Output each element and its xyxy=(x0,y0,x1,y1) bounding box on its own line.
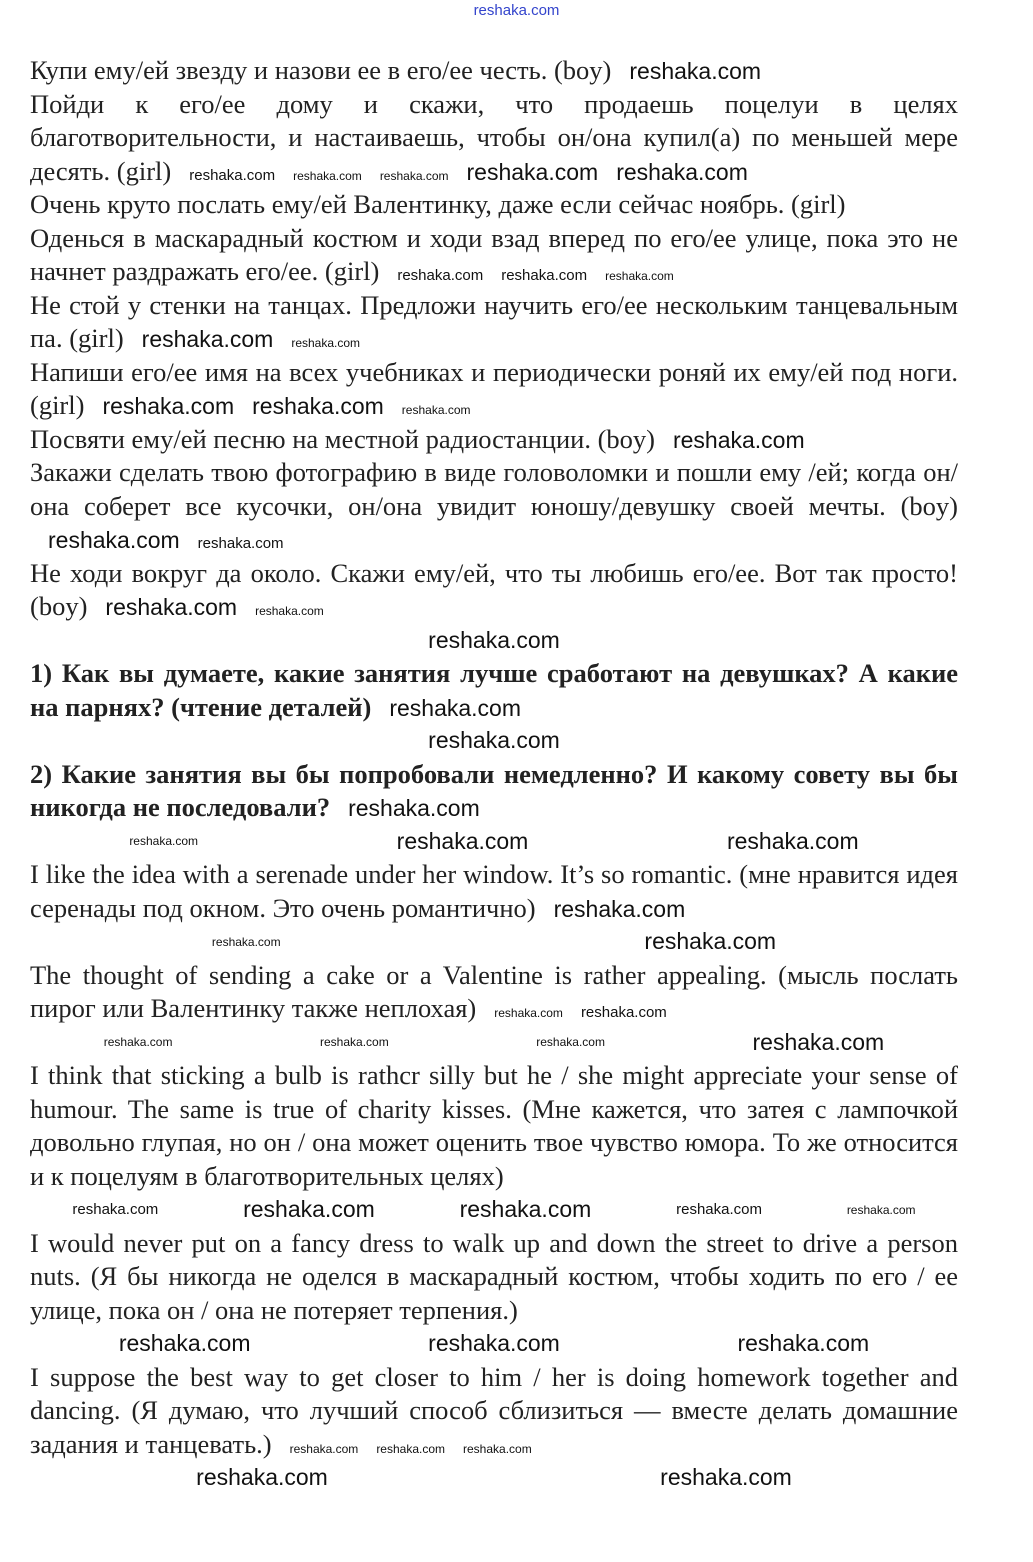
watermark: reshaka.com xyxy=(726,827,859,854)
answer-paragraph xyxy=(30,1059,958,1193)
tip-text: Не стой у стенки на танцах. Предложи научить его/ее нескольким танцевальным па. (girl) xyxy=(30,289,958,353)
watermark: reshaka.com xyxy=(189,166,276,184)
watermark: reshaka.com xyxy=(397,267,484,284)
watermark: reshaka.com xyxy=(553,895,686,922)
tip-text: Не ходи вокруг да около. Скажи ему/ей, что ты любишь его/ее. Вот так просто! (boy) xyxy=(30,557,958,621)
watermark: reshaka.com xyxy=(644,928,777,955)
watermark: reshaka.com xyxy=(616,158,748,185)
watermark: reshaka.com xyxy=(501,267,588,284)
watermark: reshaka.com xyxy=(48,527,180,553)
watermark: reshaka.com xyxy=(105,594,238,620)
watermark: reshaka.com xyxy=(118,1330,251,1357)
tip-paragraph xyxy=(30,88,958,189)
watermark: reshaka.com xyxy=(291,336,361,350)
tip-paragraph xyxy=(30,557,958,624)
watermark: reshaka.com xyxy=(197,535,284,552)
tip-paragraph xyxy=(30,423,958,457)
watermark-row xyxy=(30,724,958,758)
tip-paragraph xyxy=(30,222,958,289)
watermark-row xyxy=(30,1193,958,1227)
watermark: reshaka.com xyxy=(580,1004,667,1021)
watermark: reshaka.com xyxy=(72,1201,159,1219)
watermark: reshaka.com xyxy=(605,269,674,283)
watermark: reshaka.com xyxy=(428,727,560,754)
watermark: reshaka.com xyxy=(629,58,762,84)
watermark: reshaka.com xyxy=(846,1202,916,1217)
watermark: reshaka.com xyxy=(379,168,449,183)
watermark: reshaka.com xyxy=(103,1035,173,1050)
watermark: reshaka.com xyxy=(536,1035,605,1050)
question-1 xyxy=(30,657,958,724)
watermark-row xyxy=(30,1327,958,1361)
watermark: reshaka.com xyxy=(255,604,324,618)
watermark: reshaka.com xyxy=(660,1464,792,1491)
watermark: reshaka.com xyxy=(676,1201,762,1219)
watermark: reshaka.com xyxy=(376,1441,446,1456)
watermark: reshaka.com xyxy=(463,1441,532,1456)
watermark: reshaka.com xyxy=(348,795,480,821)
watermark: reshaka.com xyxy=(459,1196,592,1223)
document-body xyxy=(30,54,958,1495)
watermark: reshaka.com xyxy=(129,834,199,849)
question-2 xyxy=(30,758,958,825)
tip-text: Пойди к его/ее дому и скажи, что продаешь поцелуи в целях благотворительности, и настаиваешь, чтобы он/она купил(а) по меньшей мере десять. (girl) xyxy=(30,88,958,186)
answer-text: I like the idea with a serenade under her window. It’s so romantic. (мне нравится идея серенады под окном. Это очень романтично) xyxy=(30,859,958,923)
watermark: reshaka.com xyxy=(141,326,274,352)
watermark: reshaka.com xyxy=(396,827,529,854)
watermark: reshaka.com xyxy=(428,626,560,653)
header-watermark[interactable]: reshaka.com xyxy=(473,2,560,19)
tip-text: Купи ему/ей звезду и назови ее в его/ее честь. (boy) xyxy=(30,55,612,85)
watermark: reshaka.com xyxy=(428,1330,560,1357)
watermark: reshaka.com xyxy=(102,393,235,419)
tip-paragraph xyxy=(30,356,958,423)
answer-paragraph xyxy=(30,1361,958,1462)
answer-text: I think that sticking a bulb is rathcr silly but he / she might appreciate your sense of humour. The same is true of charity kisses. (Мне кажется, что затея с лампочкой довольно глупая, но он / она может оценить твое чувство юмора. То же относится и к поцелуям в благотворительных целях) xyxy=(30,1060,958,1191)
answer-text: The thought of sending a cake or a Valentine is rather appealing. (мысль послать пирог или Валентинку также неплохая) xyxy=(30,959,958,1023)
watermark: reshaka.com xyxy=(737,1330,870,1357)
watermark: reshaka.com xyxy=(389,694,521,721)
header xyxy=(0,0,1033,54)
watermark-row xyxy=(30,1026,958,1060)
watermark: reshaka.com xyxy=(293,168,362,183)
watermark: reshaka.com xyxy=(196,1464,328,1491)
answer-text: I suppose the best way to get closer to him / her is doing homework together and dancing. (Я думаю, что лучший способ сблизиться — вместе делать домашние задания и танцевать.) xyxy=(30,1361,958,1459)
watermark-row xyxy=(30,1461,958,1495)
watermark: reshaka.com xyxy=(466,158,599,185)
tip-paragraph xyxy=(30,289,958,356)
watermark: reshaka.com xyxy=(401,403,471,417)
answer-text: I would never put on a fancy dress to walk up and down the street to drive a person nuts. (Я бы никогда не оделся в маскарадный костюм, чтобы ходить по его / ее улице, пока он / она не потеряет терпения.) xyxy=(30,1227,958,1325)
watermark: reshaka.com xyxy=(243,1196,375,1223)
question-text: 1) Как вы думаете, какие занятия лучше сработают на девушках? А какие на парнях? (чтение деталей) xyxy=(30,658,958,722)
watermark: reshaka.com xyxy=(494,1006,563,1020)
tip-paragraph xyxy=(30,54,958,88)
watermark: reshaka.com xyxy=(289,1441,359,1456)
tip-text: Посвяти ему/ей песню на местной радиостанции. (boy) xyxy=(30,423,655,454)
watermark: reshaka.com xyxy=(752,1028,885,1055)
tip-text: Очень круто послать ему/ей Валентинку, даже если сейчас ноябрь. (girl) xyxy=(30,189,846,219)
watermark-row xyxy=(30,925,958,959)
watermark-row xyxy=(30,624,958,658)
tip-text: Оденься в маскарадный костюм и ходи взад вперед по его/ее улице, пока это не начнет раздражать его/ее. (girl) xyxy=(30,222,958,286)
watermark: reshaka.com xyxy=(320,1035,389,1050)
question-text: 2) Какие занятия вы бы попробовали немедленно? И какому совету вы бы никогда не последовали? xyxy=(30,758,958,822)
answer-paragraph xyxy=(30,1227,958,1328)
watermark-row xyxy=(30,825,958,859)
tip-paragraph xyxy=(30,188,958,222)
answer-paragraph xyxy=(30,858,958,925)
tip-text: Напиши его/ее имя на всех учебниках и периодически роняй их ему/ей под ноги. (girl) xyxy=(30,356,958,420)
tip-text: Закажи сделать твою фотографию в виде головоломки и пошли ему /ей; когда он/она соберет все кусочки, он/она увидит юношу/девушку своей мечты. (boy) xyxy=(30,457,958,521)
watermark: reshaka.com xyxy=(252,393,384,419)
answer-paragraph xyxy=(30,959,958,1026)
tip-paragraph xyxy=(30,456,958,557)
watermark: reshaka.com xyxy=(211,934,281,949)
watermark: reshaka.com xyxy=(672,426,805,453)
